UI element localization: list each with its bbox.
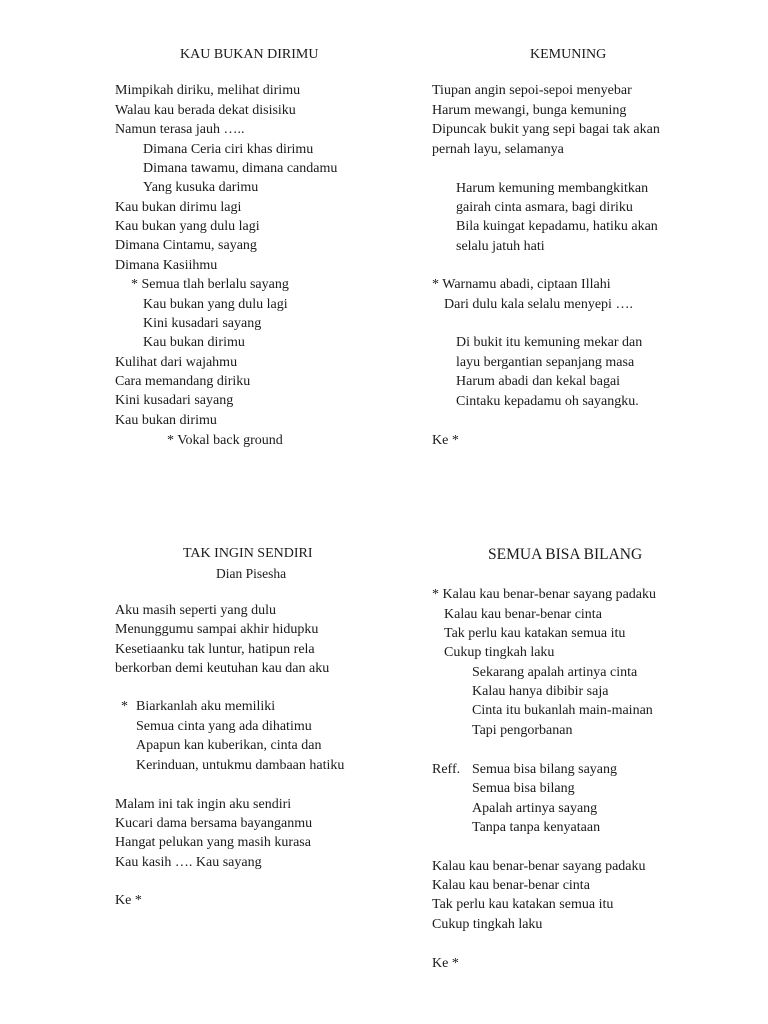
lyric-line: Cara memandang diriku: [115, 374, 251, 389]
lyric-line: Cintaku kepadamu oh sayangku.: [456, 394, 639, 409]
lyric-line: Dimana Cintamu, sayang: [115, 238, 257, 253]
lyric-line: Dimana Ceria ciri khas dirimu: [143, 142, 314, 157]
lyric-line: Cukup tingkah laku: [444, 645, 555, 660]
lyric-line: Semua bisa bilang: [472, 781, 575, 796]
lyric-line: pernah layu, selamanya: [432, 142, 564, 157]
lyric-line: Kalau kau benar-benar sayang padaku: [432, 859, 646, 874]
lyric-line: Kau bukan yang dulu lagi: [115, 219, 260, 234]
lyric-line: Dari dulu kala selalu menyepi ….: [444, 297, 633, 312]
lyric-line: layu bergantian sepanjang masa: [456, 355, 635, 370]
lyric-line: Harum kemuning membangkitkan: [456, 181, 649, 196]
lyric-line: Tapi pengorbanan: [472, 723, 573, 738]
song-author: Dian Pisesha: [216, 566, 287, 581]
lyric-line: * Warnamu abadi, ciptaan Illahi: [432, 277, 611, 292]
lyric-line: Ke *: [432, 433, 459, 448]
lyric-line: Kau bukan yang dulu lagi: [143, 297, 288, 312]
lyric-line: Apalah artinya sayang: [472, 801, 598, 816]
lyric-line: Kalau hanya dibibir saja: [472, 684, 609, 699]
lyric-line: Kalau kau benar-benar cinta: [444, 607, 602, 622]
lyric-line: Tak perlu kau katakan semua itu: [432, 897, 614, 912]
lyric-line: Ke *: [432, 956, 459, 971]
lyric-line: Harum abadi dan kekal bagai: [456, 374, 621, 389]
lyric-line: Harum mewangi, bunga kemuning: [432, 103, 627, 118]
lyric-line: Tiupan angin sepoi-sepoi menyebar: [432, 83, 632, 98]
song-title: TAK INGIN SENDIRI: [183, 546, 313, 561]
lyric-line: Cukup tingkah laku: [432, 917, 543, 932]
lyric-line: Kini kusadari sayang: [115, 393, 234, 408]
lyric-line: Walau kau berada dekat disisiku: [115, 103, 296, 118]
lyric-line: Aku masih seperti yang dulu: [115, 603, 276, 618]
lyric-line: Kulihat dari wajahmu: [115, 355, 238, 370]
chorus-marker: *: [121, 699, 128, 714]
lyric-line: Bila kuingat kepadamu, hatiku akan: [456, 219, 658, 234]
lyric-line: Kucari dama bersama bayanganmu: [115, 816, 313, 831]
lyric-line: Kerinduan, untukmu dambaan hatiku: [136, 758, 345, 773]
lyric-line: Malam ini tak ingin aku sendiri: [115, 797, 292, 812]
lyric-line: Apapun kan kuberikan, cinta dan: [136, 738, 322, 753]
lyric-line: * Kalau kau benar-benar sayang padaku: [432, 587, 657, 602]
lyric-line: Semua cinta yang ada dihatimu: [136, 719, 312, 734]
lyric-line: Namun terasa jauh …..: [115, 122, 245, 137]
lyric-line: Kini kusadari sayang: [143, 316, 262, 331]
lyric-line: Dipuncak bukit yang sepi bagai tak akan: [432, 122, 660, 137]
lyric-line: Hangat pelukan yang masih kurasa: [115, 835, 311, 850]
lyric-line: * Semua tlah berlalu sayang: [131, 277, 289, 292]
lyric-line: Ke *: [115, 893, 142, 908]
lyric-line: Kau bukan dirimu lagi: [115, 200, 242, 215]
lyric-line: Di bukit itu kemuning mekar dan: [456, 335, 643, 350]
lyric-line: Kalau kau benar-benar cinta: [432, 878, 590, 893]
lyric-line: Dimana tawamu, dimana candamu: [143, 161, 338, 176]
lyric-line: Tanpa tanpa kenyataan: [472, 820, 601, 835]
song-title: KEMUNING: [530, 47, 607, 62]
lyric-line: Semua bisa bilang sayang: [472, 762, 618, 777]
lyric-line: Menunggumu sampai akhir hidupku: [115, 622, 319, 637]
song-title: SEMUA BISA BILANG: [488, 546, 643, 563]
lyric-line: Dimana Kasiihmu: [115, 258, 218, 273]
lyric-line: Kau kasih …. Kau sayang: [115, 855, 262, 870]
lyric-line: Sekarang apalah artinya cinta: [472, 665, 638, 680]
lyric-line: Cinta itu bukanlah main-mainan: [472, 703, 653, 718]
lyric-line: Tak perlu kau katakan semua itu: [444, 626, 626, 641]
lyric-line: Kesetiaanku tak luntur, hatipun rela: [115, 642, 315, 657]
lyric-line: Kau bukan dirimu: [143, 335, 245, 350]
song-title: KAU BUKAN DIRIMU: [180, 47, 319, 62]
lyric-line: Mimpikah diriku, melihat dirimu: [115, 83, 301, 98]
lyric-line: Biarkanlah aku memiliki: [136, 699, 276, 714]
lyric-line: * Vokal back ground: [167, 433, 283, 448]
lyric-line: berkorban demi keutuhan kau dan aku: [115, 661, 330, 676]
reff-marker: Reff.: [432, 762, 461, 777]
lyric-line: selalu jatuh hati: [456, 239, 545, 254]
lyric-line: Kau bukan dirimu: [115, 413, 217, 428]
lyric-line: gairah cinta asmara, bagi diriku: [456, 200, 633, 215]
lyric-line: Yang kusuka darimu: [143, 180, 259, 195]
